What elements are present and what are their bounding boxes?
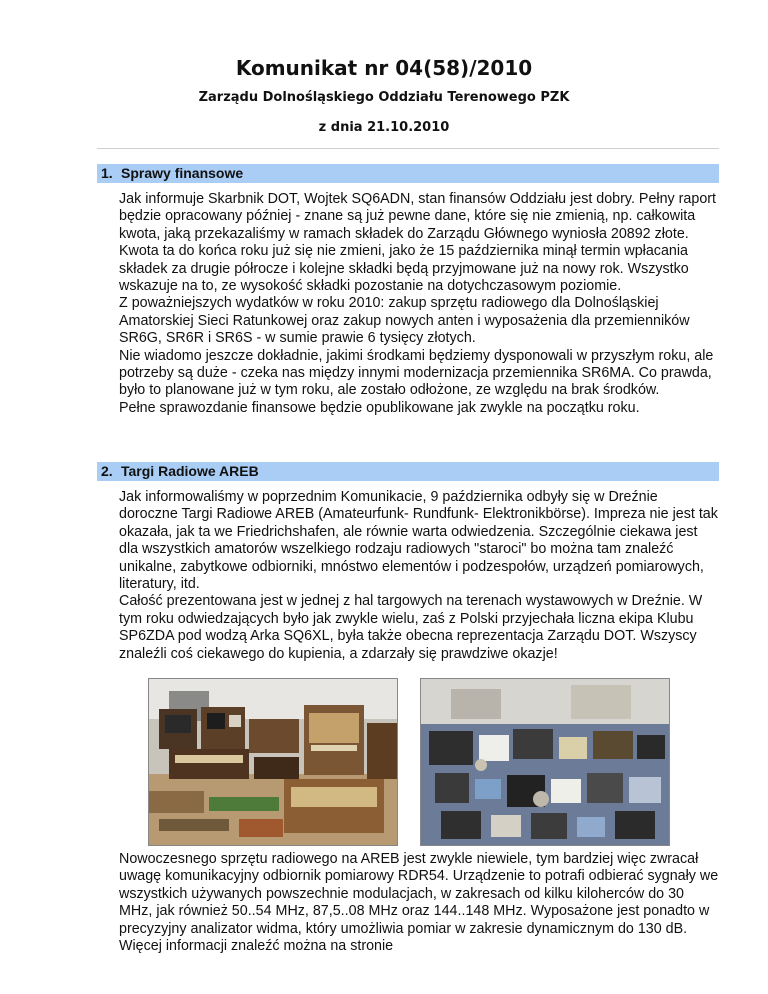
paragraph: Jak informowaliśmy w poprzednim Komunikacie, 9 października odbyły się w Dreźnie doroczne Targi Radiowe AREB (Amateurfunk- Rundfunk- Elektronikbörse). Impreza nie jest tak okazała, jak ta we Friedrichshafen, ale równie warta odwiedzenia. Szczególnie ciekawa jest dla wszystkich amatorów wszelkiego rodzaju radiowych "staroci" bo można tam znaleźć unikalne, zabytkowe odbiorniki, mnóstwo elementów i podzespołów, urządzeń pomiarowych, literatury, itd. <box>119 489 718 593</box>
section-body-areb <box>119 489 719 663</box>
header-divider <box>97 148 719 149</box>
document-subtitle: Zarządu Dolnośląskiego Oddziału Terenowego PZK <box>198 90 570 105</box>
document-date: z dnia 21.10.2010 <box>318 120 450 135</box>
paragraph: Nowoczesnego sprzętu radiowego na AREB jest zwykle niewiele, tym bardziej więc zwracał uwagę komunikacyjny odbiornik pomiarowy RDR54. Urządzenie to potrafi odbierać sygnały we wszystkich używanych powszechnie modulacjach, w zakresach od kilku kiloherców do 30 MHz, jak również 50..54 MHz, 87,5..08 MHz oraz 144..148 MHz. Wyposażone jest ponadto w precyzyjny analizator widma, który umożliwia pomiar w zakresie dynamicznym do 130 dB. Więcej informacji znaleźć można na stronie <box>119 851 719 955</box>
paragraph: Pełne sprawozdanie finansowe będzie opublikowane jak zwykle na początku roku. <box>119 399 640 416</box>
paragraph: Z poważniejszych wydatków w roku 2010: zakup sprzętu radiowego dla Dolnośląskiej Amatorskiej Sieci Ratunkowej oraz zakup nowych anten i wyposażenia dla przemienników SR6G, SR6R i SR6S - w sumie prawie 6 tysięcy złotych. <box>119 295 690 347</box>
paragraph: Jak informuje Skarbnik DOT, Wojtek SQ6ADN, stan finansów Oddziału jest dobry. Pełny raport będzie opracowany później - znane są już pewne dane, które się nie zmienią, np. całkowita kwota, jaką przekazaliśmy w ramach składek do Zarządu Głównego wyniosła 20892 złote. Kwota ta do końca roku już się nie zmieni, jako że 15 października minął termin wpłacania składek za drugie półrocze i kolejne składki będą przyjmowane już na nowy rok. Wszystko wskazuje na to, ze wysokość składki pozostanie na dotychczasowym poziomie. <box>119 191 717 295</box>
section-number: 2. <box>101 463 113 479</box>
photo-radio-parts-table <box>420 678 670 846</box>
paragraph: Nie wiadomo jeszcze dokładnie, jakimi środkami będziemy dysponowali w przyszłym roku, ale potrzeby są duże - czeka nas między innymi modernizacja przemiennika SR6MA. Co prawda, było to planowane już w tym roku, ale zostało odłożone, ze względu na brak środków. <box>119 347 714 399</box>
section-number: 1. <box>101 165 113 181</box>
paragraph: Całość prezentowana jest w jednej z hal targowych na terenach wystawowych w Dreźnie. W tym roku odwiedzających było jak zwykle wielu, zaś z Polski przyjechała liczna ekipa Klubu SP6ZDA pod wodzą Arka SQ6XL, była także obecna reprezentacja Zarządu DOT. Wszyscy znaleźli coś ciekawego do kupienia, a zdarzały się prawdziwe okazje! <box>119 593 703 662</box>
section-title: Targi Radiowe AREB <box>121 463 259 479</box>
document-title: Komunikat nr 04(58)/2010 <box>235 56 533 80</box>
section-heading-areb <box>97 462 719 481</box>
section-body-finances <box>119 191 719 417</box>
section-body-areb-continued <box>119 851 719 955</box>
section-heading-finances <box>97 164 719 183</box>
photo-vintage-radios <box>148 678 398 846</box>
section-title: Sprawy finansowe <box>121 165 244 181</box>
